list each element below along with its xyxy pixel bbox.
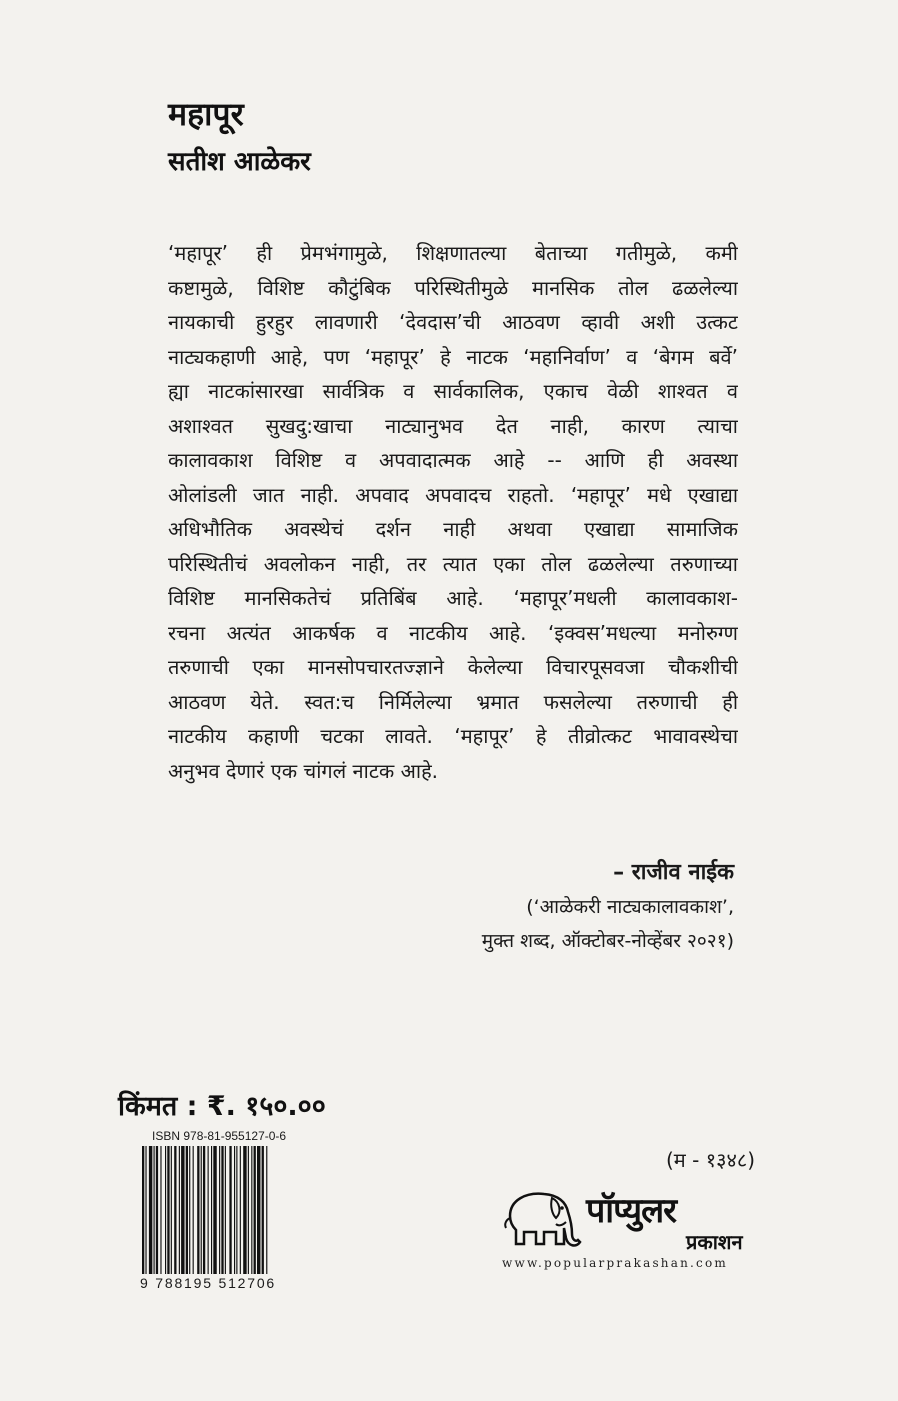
elephant-icon (500, 1186, 582, 1252)
barcode-bar (149, 1146, 152, 1274)
barcode-bar (208, 1146, 209, 1274)
blurb-line: कष्टामुळे, विशिष्ट कौटुंबिक परिस्थितीमुळे मानसिक तोल ढळलेल्या (168, 275, 738, 300)
barcode-bar (219, 1146, 220, 1274)
publisher-name: पॉप्युलर (586, 1191, 677, 1231)
publisher-url: www.popularprakashan.com (502, 1256, 728, 1270)
barcode-bar (203, 1146, 205, 1274)
blurb-line: अधिभौतिक अवस्थेचं दर्शन नाही अथवा एखाद्या सामाजिक (168, 517, 738, 541)
source-citation-line-1: (‘आळेकरी नाट्यकालावकाश’, (526, 896, 734, 918)
blurb-line: आठवण येते. स्वत:च निर्मिलेल्या भ्रमात फसलेल्या तरुणाची ही (168, 689, 738, 714)
barcode-bar (213, 1146, 216, 1274)
blurb-line: कालावकाश विशिष्ट व अपवादात्मक आहे -- आणि ही अवस्था (168, 448, 738, 472)
blurb-line: विशिष्ट मानसिकतेचं प्रतिबिंब आहे. ‘महापूर’मधली कालावकाश- (168, 586, 738, 610)
source-citation-line-2: मुक्त शब्द, ऑक्टोबर-नोव्हेंबर २०२१) (481, 930, 734, 952)
barcode-bar (221, 1146, 223, 1274)
barcode-bar (262, 1146, 264, 1274)
blurb-line: अशाश्वत सुखदु:खाचा नाट्यानुभव देत नाही, कारण त्याचा (168, 413, 738, 438)
barcode-bar (171, 1146, 172, 1274)
barcode-digits: 9 788195 512706 (140, 1275, 276, 1291)
blurb-paragraph (168, 236, 738, 788)
barcode-bar (201, 1146, 202, 1274)
blurb-line: ‘महापूर’ ही प्रेमभंगामुळे, शिक्षणातल्या बेताच्या गतीमुळे, कमी (168, 241, 738, 265)
barcode-icon (140, 1146, 306, 1274)
barcode-bar (174, 1146, 176, 1274)
price-label: किंमत : ₹. १५०.०० (118, 1091, 326, 1122)
barcode-bar (251, 1146, 252, 1274)
barcode-bar (189, 1146, 190, 1274)
barcode-bar (156, 1146, 158, 1274)
isbn-label: ISBN 978-81-955127-0-6 (152, 1129, 287, 1143)
barcode-bar (234, 1146, 235, 1274)
blurb-line: तरुणाची एका मानसोपचारतज्ज्ञाने केलेल्या विचारपूसवजा चौकशीची (168, 655, 738, 679)
reviewer-name: – राजीव नाईक (613, 860, 734, 885)
barcode-bar (240, 1146, 241, 1274)
book-author: सतीश आळेकर (168, 147, 311, 177)
publisher-logo (500, 1186, 790, 1276)
barcode-bar (229, 1146, 231, 1274)
barcode-bar (179, 1146, 180, 1274)
blurb-line: अनुभव देणारं एक चांगलं नाटक आहे. (168, 758, 439, 783)
barcode-bar (236, 1146, 237, 1274)
barcode-bar (257, 1146, 260, 1274)
publisher-subtitle: प्रकाशन (686, 1230, 743, 1254)
barcode-bar (254, 1146, 256, 1274)
blurb-line: नाटकीय कहाणी चटका लावते. ‘महापूर’ हे तीव्रोत्कट भावावस्थेचा (168, 724, 738, 748)
attribution (482, 856, 734, 958)
barcode-bar (225, 1146, 226, 1274)
catalog-code: (म - १३४८) (666, 1148, 756, 1172)
barcode-bar (160, 1146, 161, 1274)
blurb-line: नायकाची हुरहुर लावणारी ‘देवदास’ची आठवण व्हावी अशी उत्कट (168, 310, 738, 334)
barcode-bar (145, 1146, 146, 1274)
barcode-bar (154, 1146, 155, 1274)
barcode-block (140, 1128, 310, 1291)
barcode-bar (142, 1146, 144, 1274)
blurb-line: ह्या नाटकांसारखा सार्वत्रिक व सार्वकालिक, एकाच वेळी शाश्वत व (168, 379, 738, 403)
barcode-bar (167, 1146, 169, 1274)
barcode-bar (186, 1146, 188, 1274)
barcode-bar (248, 1146, 249, 1274)
blurb-line: नाट्यकहाणी आहे, पण ‘महापूर’ हे नाटक ‘महानिर्वाण’ व ‘बेगम बर्वे’ (168, 344, 738, 369)
barcode-bar (243, 1146, 246, 1274)
barcode-bar (211, 1146, 212, 1274)
blurb-line: रचना अत्यंत आकर्षक व नाटकीय आहे. ‘इक्वस’मधल्या मनोरुग्ण (168, 620, 738, 645)
barcode-bar (181, 1146, 184, 1274)
blurb-line: परिस्थितीचं अवलोकन नाही, तर त्यात एका तोल ढळलेल्या तरुणाच्या (168, 551, 738, 576)
barcode-bar (266, 1146, 267, 1274)
blurb-line: ओलांडली जात नाही. अपवाद अपवादच राहतो. ‘महापूर’ मधे एखाद्या (168, 482, 738, 507)
barcode-bar (197, 1146, 199, 1274)
book-title: महापूर (168, 95, 244, 133)
barcode-bar (165, 1146, 166, 1274)
barcode-bar (193, 1146, 194, 1274)
